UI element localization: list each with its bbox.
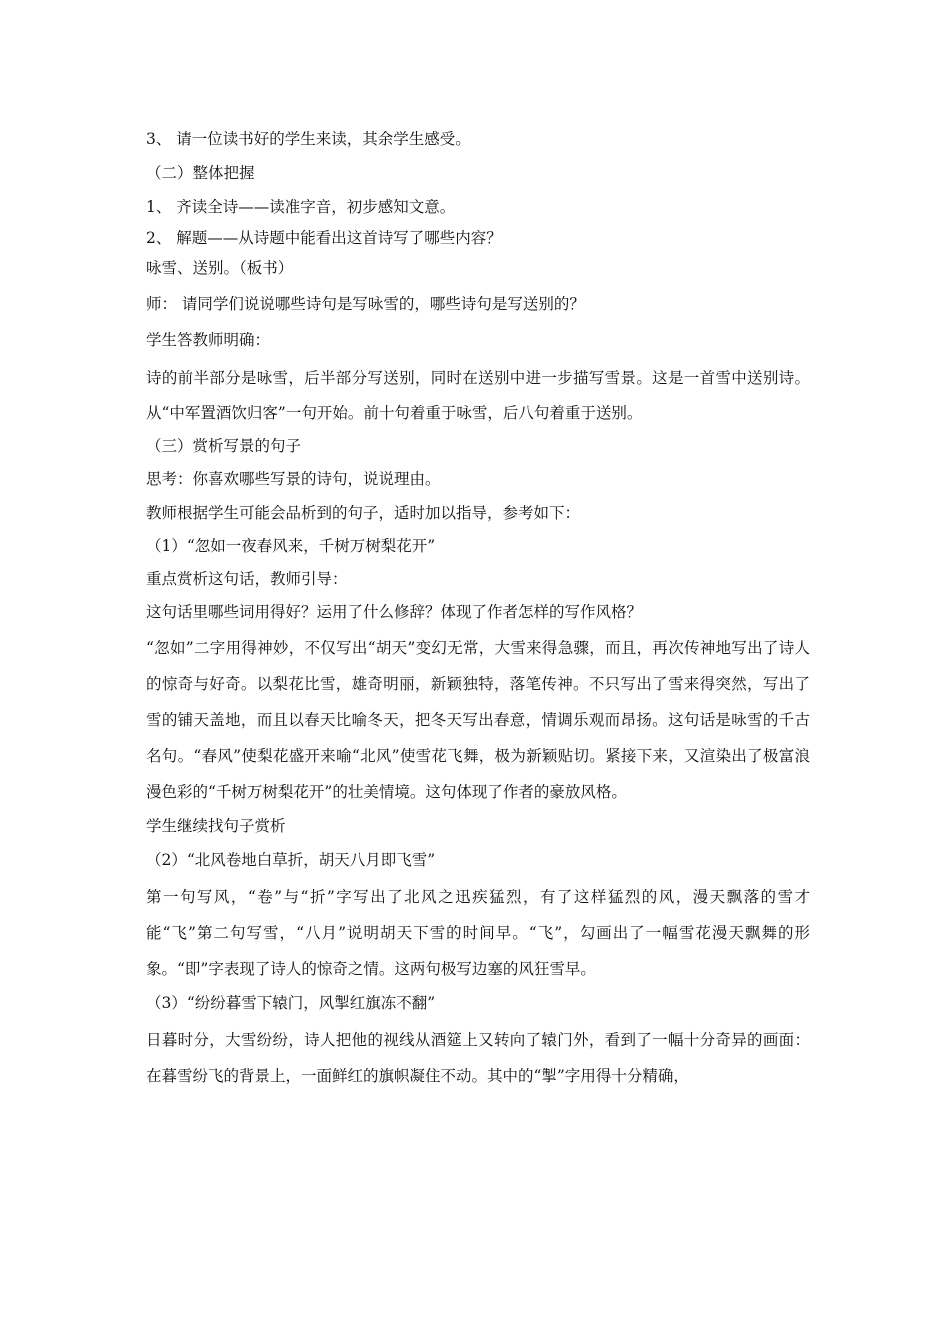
text-line: 2、 解题——从诗题中能看出这首诗写了哪些内容？ <box>146 229 502 247</box>
document-body <box>146 125 810 1094</box>
text-line: 思考：你喜欢哪些写景的诗句，说说理由。 <box>146 470 441 488</box>
text-line: 1、 齐读全诗——读准字音，初步感知文意。 <box>146 198 456 216</box>
text-line: （3）“纷纷暮雪下辕门，风掣红旗冻不翻” <box>146 994 436 1012</box>
text-line: 学生继续找句子赏析 <box>146 817 286 835</box>
text-line: 教师根据学生可能会品析到的句子，适时加以指导，参考如下： <box>146 504 581 522</box>
paragraph: 诗的前半部分是咏雪，后半部分写送别，同时在送别中进一步描写雪景。这是一首雪中送别诗。从“中军置酒饮归客”一句开始。前十句着重于咏雪，后八句着重于送别。 <box>146 369 810 422</box>
text-line: （1）“忽如一夜春风来，千树万树梨花开” <box>146 537 436 555</box>
paragraph: “忽如”二字用得神妙，不仅写出“胡天”变幻无常，大雪来得急骤，而且，再次传神地写出了诗人的惊奇与好奇。以梨花比雪，雄奇明丽，新颖独特，落笔传神。不只写出了雪来得突然，写出了雪的铺天盖地，而且以春天比喻冬天，把冬天写出春意，情调乐观而昂扬。这句话是咏雪的千古名句。“春风”使梨花盛开来喻“北风”使雪花飞舞，极为新颖贴切。紧接下来，又渲染出了极富浪漫色彩的“千树万树梨花开”的壮美情境。这句体现了作者的豪放风格。 <box>146 639 810 801</box>
text-line: 学生答教师明确： <box>146 331 271 349</box>
text-line: 咏雪、送别。（板书） <box>146 259 294 277</box>
paragraph: 日暮时分，大雪纷纷，诗人把他的视线从酒筵上又转向了辕门外，看到了一幅十分奇异的画面：在暮雪纷飞的背景上，一面鲜红的旗帜凝住不动。其中的“掣”字用得十分精确， <box>146 1031 810 1085</box>
text-line: 重点赏析这句话，教师引导： <box>146 570 348 588</box>
text-line: 3、 请一位读书好的学生来读，其余学生感受。 <box>146 130 471 148</box>
text-line: （2）“北风卷地白草折，胡天八月即飞雪” <box>146 851 436 869</box>
section-heading: （二）整体把握 <box>146 164 255 182</box>
section-heading: （三）赏析写景的句子 <box>146 437 302 455</box>
text-line: 师： 请同学们说说哪些诗句是写咏雪的，哪些诗句是写送别的？ <box>146 295 585 313</box>
paragraph: 第一句写风，“卷”与“折”字写出了北风之迅疾猛烈，有了这样猛烈的风，漫天飘落的雪才能“飞”第二句写雪，“八月”说明胡天下雪的时间早。“飞”，勾画出了一幅雪花漫天飘舞的形象。“即”字表现了诗人的惊奇之情。这两句极写边塞的风狂雪早。 <box>146 888 810 978</box>
text-line: 这句话里哪些词用得好？运用了什么修辞？体现了作者怎样的写作风格？ <box>146 603 643 621</box>
